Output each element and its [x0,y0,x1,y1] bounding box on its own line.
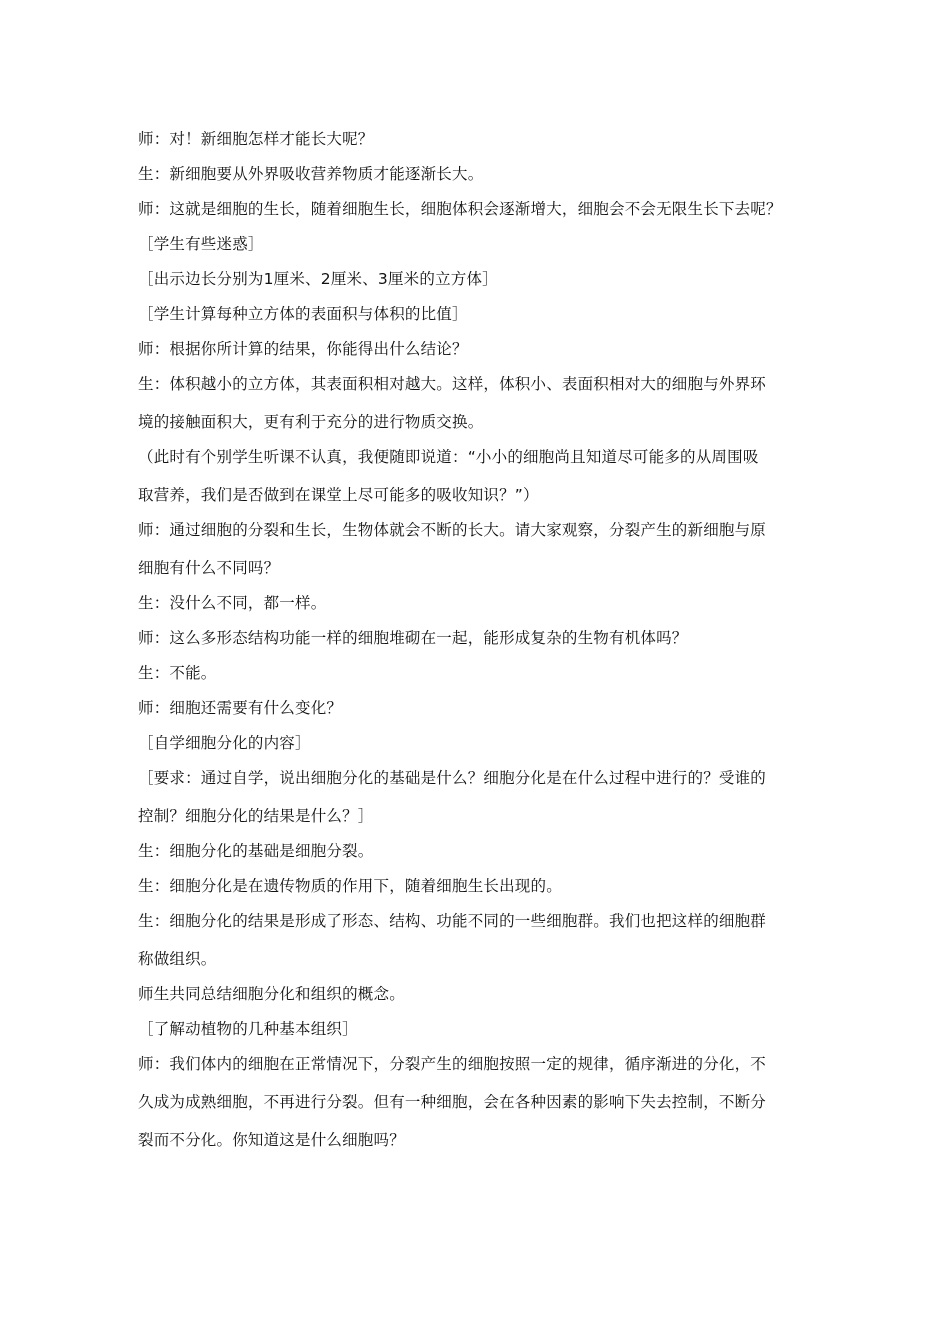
text-line: 师：这么多形态结构功能一样的细胞堆砌在一起，能形成复杂的生物有机体吗？ [138,629,688,647]
text-line: 控制？细胞分化的结果是什么？］ [138,807,374,825]
text-line: 师：我们体内的细胞在正常情况下，分裂产生的细胞按照一定的规律，循序渐进的分化，不 [138,1055,767,1073]
text-line: 师：这就是细胞的生长，随着细胞生长，细胞体积会逐渐增大，细胞会不会无限生长下去呢？ [138,200,782,218]
text-line: 师：通过细胞的分裂和生长，生物体就会不断的长大。请大家观察，分裂产生的新细胞与原 [138,521,767,539]
text-line: 细胞有什么不同吗？ [138,559,280,577]
text-line: ［出示边长分别为1厘米、2厘米、3厘米的立方体］ [138,270,498,288]
text-line: 境的接触面积大，更有利于充分的进行物质交换。 [138,413,484,431]
document-body [138,122,828,1158]
text-line: 生：细胞分化的结果是形成了形态、结构、功能不同的一些细胞群。我们也把这样的细胞群 [138,912,767,930]
text-line: 师：对！新细胞怎样才能长大呢？ [138,130,374,148]
text-line: ［学生计算每种立方体的表面积与体积的比值］ [138,305,468,323]
text-line: 师：根据你所计算的结果，你能得出什么结论？ [138,340,468,358]
text-line: 生：细胞分化的基础是细胞分裂。 [138,842,374,860]
text-line: 师生共同总结细胞分化和组织的概念。 [138,985,405,1003]
text-line: 取营养，我们是否做到在课堂上尽可能多的吸收知识？”） [138,486,539,504]
text-line: （此时有个别学生听课不认真，我便随即说道：“小小的细胞尚且知道尽可能多的从周围吸 [138,448,759,466]
text-line: ［了解动植物的几种基本组织］ [138,1020,358,1038]
text-line: ［要求：通过自学，说出细胞分化的基础是什么？细胞分化是在什么过程中进行的？受谁的 [138,769,767,787]
text-line: 生：新细胞要从外界吸收营养物质才能逐渐长大。 [138,165,484,183]
text-line: 生：细胞分化是在遗传物质的作用下，随着细胞生长出现的。 [138,877,562,895]
text-line: 生：体积越小的立方体，其表面积相对越大。这样，体积小、表面积相对大的细胞与外界环 [138,375,767,393]
text-line: ［学生有些迷惑］ [138,235,264,253]
text-line: 师：细胞还需要有什么变化？ [138,699,343,717]
text-line: 生：没什么不同，都一样。 [138,594,327,612]
text-line: 久成为成熟细胞，不再进行分裂。但有一种细胞，会在各种因素的影响下失去控制，不断分 [138,1093,767,1111]
text-line: 称做组织。 [138,950,217,968]
text-line: 裂而不分化。你知道这是什么细胞吗？ [138,1131,405,1149]
text-line: ［自学细胞分化的内容］ [138,734,311,752]
text-line: 生：不能。 [138,664,217,682]
